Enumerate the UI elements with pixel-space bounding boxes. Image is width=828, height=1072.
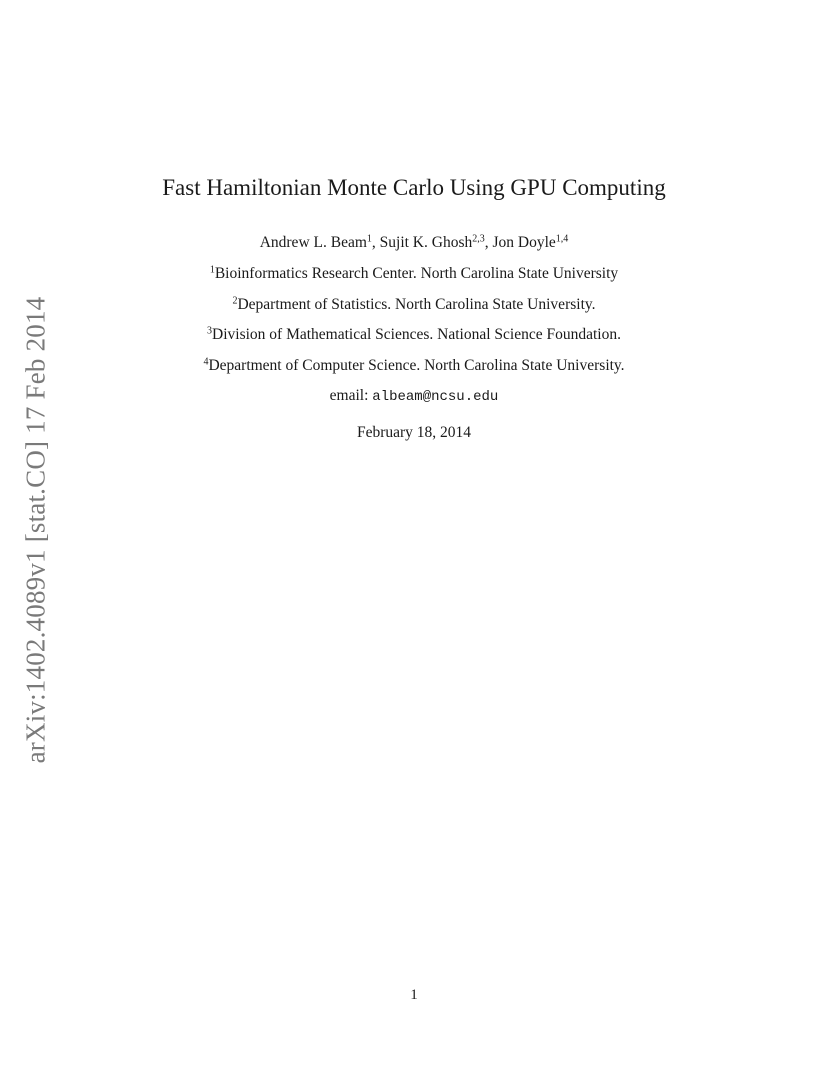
paper-title: Fast Hamiltonian Monte Carlo Using GPU Computing bbox=[162, 175, 666, 200]
arxiv-identifier-stamp: arXiv:1402.4089v1 [stat.CO] 17 Feb 2014 bbox=[20, 296, 51, 764]
affiliation-marker: 2 bbox=[232, 295, 238, 307]
author-affiliation-marker: 1 bbox=[366, 233, 372, 245]
publication-date: February 18, 2014 bbox=[356, 424, 472, 441]
affiliation-marker: 4 bbox=[203, 356, 209, 368]
author-list: Andrew L. Beam$^1$, Sujit K. Ghosh$^{2,3}$, Jon Doyle$^{1,4}$ bbox=[259, 233, 569, 251]
author-name: Andrew L. Beam bbox=[259, 234, 367, 251]
affiliation bbox=[0, 264, 828, 284]
author-affiliation-marker: 2,3 bbox=[472, 233, 485, 245]
affiliation bbox=[0, 295, 828, 315]
affiliation-text: Division of Mathematical Sciences. National Science Foundation. bbox=[212, 326, 621, 343]
affiliation-text: Bioinformatics Research Center. North Carolina State University bbox=[214, 265, 619, 282]
author-name: Jon Doyle bbox=[492, 234, 556, 251]
affiliation-marker: 1 bbox=[209, 264, 215, 276]
affiliation bbox=[0, 356, 828, 376]
affiliation-marker: 3 bbox=[207, 325, 213, 337]
affiliation-text: Department of Computer Science. North Carolina State University. bbox=[208, 357, 625, 374]
email-address: albeam@ncsu.edu bbox=[372, 389, 499, 405]
affiliation bbox=[0, 325, 828, 345]
affiliation-text: Department of Statistics. North Carolina State University. bbox=[237, 296, 596, 313]
email-label: email: bbox=[329, 387, 369, 404]
contact-email-line bbox=[0, 386, 828, 407]
author-affiliation-marker: 1,4 bbox=[555, 233, 569, 245]
author-name: Sujit K. Ghosh bbox=[379, 234, 473, 251]
page-number: 1 bbox=[410, 987, 418, 1003]
